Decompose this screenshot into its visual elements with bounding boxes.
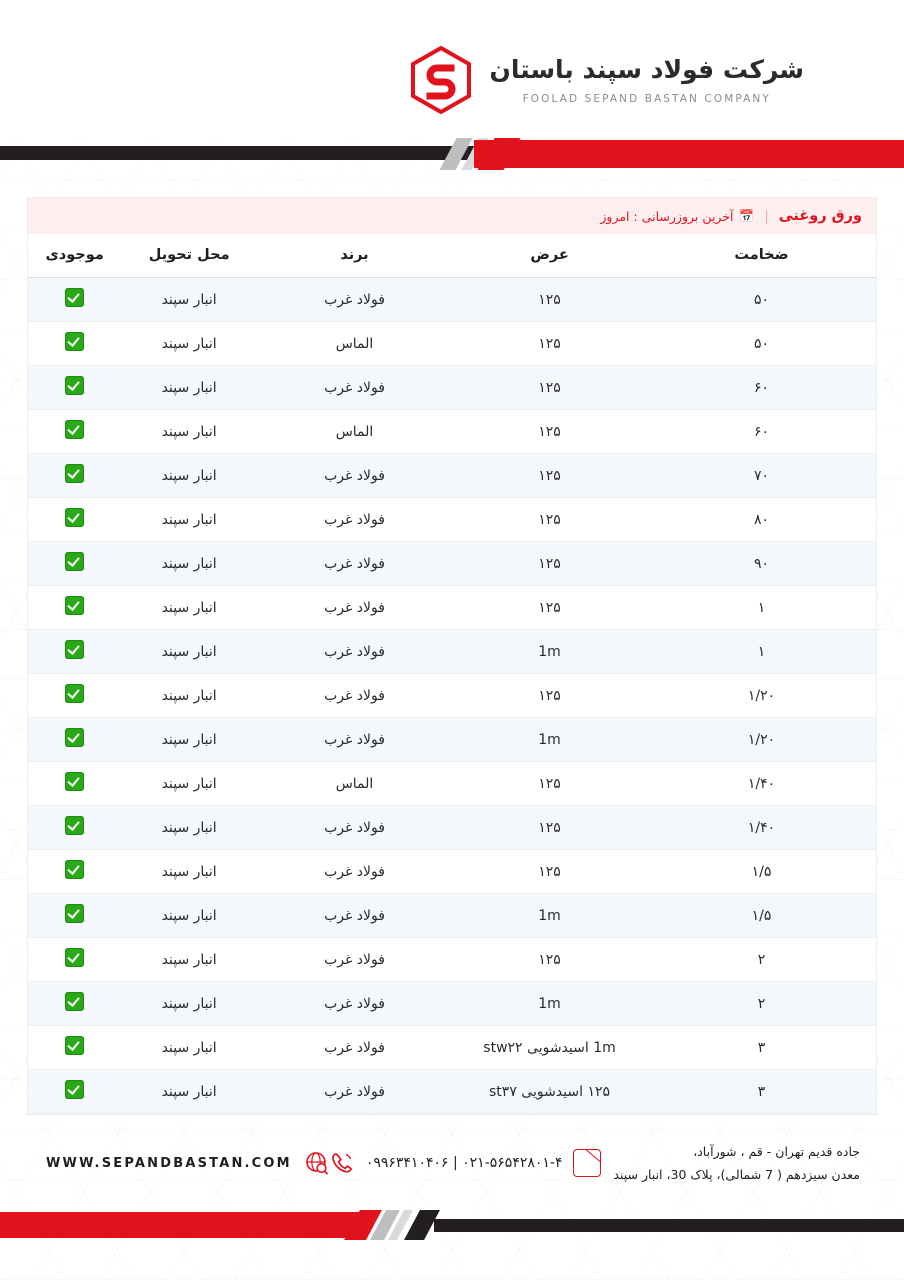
footer-bar-black xyxy=(434,1219,904,1232)
cell-stock xyxy=(28,806,121,850)
cell-thickness: ۲ xyxy=(647,982,876,1026)
table-row xyxy=(28,938,876,982)
cell-delivery: انبار سپند xyxy=(121,718,257,762)
check-badge-icon xyxy=(65,420,84,439)
brand-name: فولاد غرب xyxy=(324,731,385,748)
cell-stock xyxy=(28,498,121,542)
cell-stock xyxy=(28,278,121,322)
cell-width: ۱۲۵ xyxy=(452,322,647,366)
card-header xyxy=(28,198,876,234)
company-logo xyxy=(410,46,804,114)
cell-width: 1m xyxy=(452,718,647,762)
cell-delivery: انبار سپند xyxy=(121,806,257,850)
column-header-width: عرض xyxy=(452,234,647,278)
check-badge-icon xyxy=(65,904,84,923)
brand-name: فولاد غرب xyxy=(324,687,385,704)
cell-stock xyxy=(28,454,121,498)
column-header-stock: موجودی xyxy=(28,234,121,278)
cell-stock xyxy=(28,630,121,674)
logo-text xyxy=(490,55,804,105)
cell-brand xyxy=(257,762,452,806)
brand-name: فولاد غرب xyxy=(324,555,385,572)
phone-numbers: ۰۹۹۶۳۴۱۰۴۰۶ | ۰۲۱-۵۶۵۴۲۸۰۱-۴ xyxy=(365,1155,563,1171)
brand-name: فولاد غرب xyxy=(324,643,385,660)
brand-cell-content xyxy=(263,556,446,572)
header-bar-red xyxy=(474,140,904,168)
brand-cell-content xyxy=(263,336,446,352)
table-row xyxy=(28,454,876,498)
cell-brand xyxy=(257,674,452,718)
page-header xyxy=(0,0,904,180)
table-row xyxy=(28,1026,876,1070)
footer-bar-red xyxy=(0,1212,360,1238)
cell-delivery: انبار سپند xyxy=(121,850,257,894)
address-lines xyxy=(613,1140,860,1186)
brand-cell-content xyxy=(263,688,446,704)
cell-delivery: انبار سپند xyxy=(121,674,257,718)
check-badge-icon xyxy=(65,948,84,967)
check-badge-icon xyxy=(65,684,84,703)
cell-delivery: انبار سپند xyxy=(121,762,257,806)
table-row xyxy=(28,762,876,806)
cell-width: ۱۲۵ xyxy=(452,366,647,410)
brand-name: فولاد غرب xyxy=(324,907,385,924)
last-update-label: آخرین بروزرسانی : امروز xyxy=(600,208,734,224)
brand-cell-content xyxy=(263,424,446,440)
company-name-fa: شرکت فولاد سپند باستان xyxy=(489,55,804,84)
check-badge-icon xyxy=(65,508,84,527)
cell-brand xyxy=(257,718,452,762)
cell-thickness: ۱ xyxy=(647,586,876,630)
cell-delivery: انبار سپند xyxy=(121,982,257,1026)
cell-brand xyxy=(257,630,452,674)
table-row xyxy=(28,1070,876,1114)
cell-brand xyxy=(257,1026,452,1070)
table-row xyxy=(28,718,876,762)
cell-stock xyxy=(28,718,121,762)
calendar-icon: 📅 xyxy=(739,209,755,223)
table-row xyxy=(28,630,876,674)
cell-width: ۱۲۵ xyxy=(452,850,647,894)
brand-cell-content xyxy=(263,644,446,660)
brand-name: فولاد غرب xyxy=(324,995,385,1012)
page-footer xyxy=(0,1090,904,1280)
cell-stock xyxy=(28,410,121,454)
cell-width: ۱۲۵ xyxy=(452,938,647,982)
table-row xyxy=(28,278,876,322)
card-title: ورق روغنی xyxy=(778,208,862,224)
website-url: WWW.SEPANDBASTAN.COM xyxy=(46,1155,292,1171)
phone-icon xyxy=(330,1151,354,1175)
brand-name: فولاد غرب xyxy=(324,863,385,880)
table-row xyxy=(28,586,876,630)
check-badge-icon xyxy=(65,552,84,571)
address-line-1: جاده قدیم تهران - قم ، شورآباد، xyxy=(693,1143,860,1159)
brand-cell-content xyxy=(263,512,446,528)
cell-stock xyxy=(28,982,121,1026)
cell-stock xyxy=(28,674,121,718)
cell-brand xyxy=(257,1070,452,1114)
cell-thickness: ۲ xyxy=(647,938,876,982)
cell-width: ۱۲۵ xyxy=(452,762,647,806)
table-row xyxy=(28,322,876,366)
cell-width: ۱۲۵ xyxy=(452,410,647,454)
cell-thickness: ۶۰ xyxy=(647,366,876,410)
cell-width: ۱۲۵ اسیدشویی st۳۷ xyxy=(452,1070,647,1114)
cell-thickness: ۱/۲۰ xyxy=(647,674,876,718)
cell-brand xyxy=(257,586,452,630)
last-update xyxy=(600,209,754,224)
table-row xyxy=(28,982,876,1026)
product-table xyxy=(28,234,876,1114)
cell-brand xyxy=(257,850,452,894)
website-block[interactable] xyxy=(46,1150,330,1176)
location-pin-icon xyxy=(573,1149,601,1177)
brand-cell-content xyxy=(263,776,446,792)
brand-name: الماس xyxy=(335,775,374,792)
check-badge-icon xyxy=(65,332,84,351)
cell-width: 1m xyxy=(452,630,647,674)
table-row xyxy=(28,806,876,850)
product-table-card xyxy=(28,198,876,1114)
cell-delivery: انبار سپند xyxy=(121,498,257,542)
brand-cell-content xyxy=(263,864,446,880)
brand-cell-content xyxy=(263,600,446,616)
cell-width: 1m اسیدشویی stw۲۲ xyxy=(452,1026,647,1070)
cell-stock xyxy=(28,322,121,366)
footer-contact-row xyxy=(0,1128,904,1198)
table-row xyxy=(28,894,876,938)
cell-delivery: انبار سپند xyxy=(121,894,257,938)
cell-delivery: انبار سپند xyxy=(121,278,257,322)
cell-width: ۱۲۵ xyxy=(452,674,647,718)
cell-thickness: ۱/۴۰ xyxy=(647,806,876,850)
brand-name: الماس xyxy=(335,423,374,440)
cell-delivery: انبار سپند xyxy=(121,630,257,674)
check-badge-icon xyxy=(65,860,84,879)
cell-brand xyxy=(257,806,452,850)
table-row xyxy=(28,674,876,718)
cell-brand xyxy=(257,278,452,322)
cell-thickness: ۷۰ xyxy=(647,454,876,498)
brand-cell-content xyxy=(263,952,446,968)
cell-delivery: انبار سپند xyxy=(121,1026,257,1070)
address-line-2: معدن سیزدهم ( 7 شمالی)، پلاک 30، انبار سپند xyxy=(613,1167,860,1182)
cell-thickness: ۶۰ xyxy=(647,410,876,454)
cell-brand xyxy=(257,982,452,1026)
check-badge-icon xyxy=(65,376,84,395)
brand-cell-content xyxy=(263,1084,446,1100)
cell-brand xyxy=(257,410,452,454)
brand-name: فولاد غرب xyxy=(324,951,385,968)
card-title-separator: | xyxy=(764,208,769,224)
cell-width: ۱۲۵ xyxy=(452,806,647,850)
brand-cell-content xyxy=(263,1040,446,1056)
globe-search-icon xyxy=(304,1150,330,1176)
column-header-thickness: ضخامت xyxy=(647,234,876,278)
cell-stock xyxy=(28,938,121,982)
cell-stock xyxy=(28,366,121,410)
brand-cell-content xyxy=(263,820,446,836)
brand-name: الماس xyxy=(335,335,374,352)
cell-delivery: انبار سپند xyxy=(121,454,257,498)
cell-width: ۱۲۵ xyxy=(452,498,647,542)
cell-width: ۱۲۵ xyxy=(452,542,647,586)
brand-name: فولاد غرب xyxy=(324,379,385,396)
address-block xyxy=(573,1140,860,1186)
cell-delivery: انبار سپند xyxy=(121,586,257,630)
cell-width: ۱۲۵ xyxy=(452,454,647,498)
cell-delivery: انبار سپند xyxy=(121,366,257,410)
cell-brand xyxy=(257,322,452,366)
column-header-brand: برند xyxy=(257,234,452,278)
cell-width: 1m xyxy=(452,894,647,938)
brand-name: فولاد غرب xyxy=(324,1083,385,1100)
cell-brand xyxy=(257,366,452,410)
table-row xyxy=(28,542,876,586)
hexagon-s-logo-icon xyxy=(410,46,472,114)
cell-brand xyxy=(257,542,452,586)
cell-delivery: انبار سپند xyxy=(121,322,257,366)
brand-name: فولاد غرب xyxy=(324,819,385,836)
brand-cell-content xyxy=(263,468,446,484)
cell-thickness: ۳ xyxy=(647,1026,876,1070)
brand-name: فولاد غرب xyxy=(324,467,385,484)
cell-thickness: ۵۰ xyxy=(647,278,876,322)
phone-block[interactable] xyxy=(330,1151,563,1175)
cell-thickness: ۵۰ xyxy=(647,322,876,366)
cell-stock xyxy=(28,762,121,806)
cell-thickness: ۱/۵ xyxy=(647,850,876,894)
cell-delivery: انبار سپند xyxy=(121,542,257,586)
cell-width: 1m xyxy=(452,982,647,1026)
check-badge-icon xyxy=(65,464,84,483)
column-header-delivery: محل تحویل xyxy=(121,234,257,278)
check-badge-icon xyxy=(65,596,84,615)
cell-thickness: ۱/۵ xyxy=(647,894,876,938)
cell-width: ۱۲۵ xyxy=(452,278,647,322)
table-body xyxy=(28,278,876,1114)
table-row xyxy=(28,410,876,454)
cell-thickness: ۳ xyxy=(647,1070,876,1114)
cell-thickness: ۸۰ xyxy=(647,498,876,542)
cell-thickness: ۱/۴۰ xyxy=(647,762,876,806)
check-badge-icon xyxy=(65,728,84,747)
cell-brand xyxy=(257,454,452,498)
brand-cell-content xyxy=(263,292,446,308)
table-row xyxy=(28,366,876,410)
check-badge-icon xyxy=(65,1036,84,1055)
brand-name: فولاد غرب xyxy=(324,1039,385,1056)
brand-name: فولاد غرب xyxy=(324,599,385,616)
check-badge-icon xyxy=(65,640,84,659)
cell-delivery: انبار سپند xyxy=(121,938,257,982)
cell-stock xyxy=(28,850,121,894)
table-header-row xyxy=(28,234,876,278)
cell-delivery: انبار سپند xyxy=(121,410,257,454)
brand-cell-content xyxy=(263,732,446,748)
cell-thickness: ۱ xyxy=(647,630,876,674)
cell-stock xyxy=(28,1070,121,1114)
check-badge-icon xyxy=(65,992,84,1011)
table-head xyxy=(28,234,876,278)
check-badge-icon xyxy=(65,288,84,307)
table-row xyxy=(28,498,876,542)
cell-brand xyxy=(257,498,452,542)
cell-stock xyxy=(28,542,121,586)
cell-delivery: انبار سپند xyxy=(121,1070,257,1114)
cell-thickness: ۹۰ xyxy=(647,542,876,586)
company-name-en: FOOLAD SEPAND BASTAN COMPANY xyxy=(522,93,771,105)
cell-brand xyxy=(257,894,452,938)
cell-stock xyxy=(28,894,121,938)
cell-width: ۱۲۵ xyxy=(452,586,647,630)
cell-stock xyxy=(28,1026,121,1070)
cell-thickness: ۱/۲۰ xyxy=(647,718,876,762)
brand-name: فولاد غرب xyxy=(324,291,385,308)
brand-cell-content xyxy=(263,380,446,396)
table-row xyxy=(28,850,876,894)
cell-stock xyxy=(28,586,121,630)
brand-cell-content xyxy=(263,996,446,1012)
brand-name: فولاد غرب xyxy=(324,511,385,528)
check-badge-icon xyxy=(65,1080,84,1099)
brand-cell-content xyxy=(263,908,446,924)
cell-brand xyxy=(257,938,452,982)
check-badge-icon xyxy=(65,772,84,791)
check-badge-icon xyxy=(65,816,84,835)
